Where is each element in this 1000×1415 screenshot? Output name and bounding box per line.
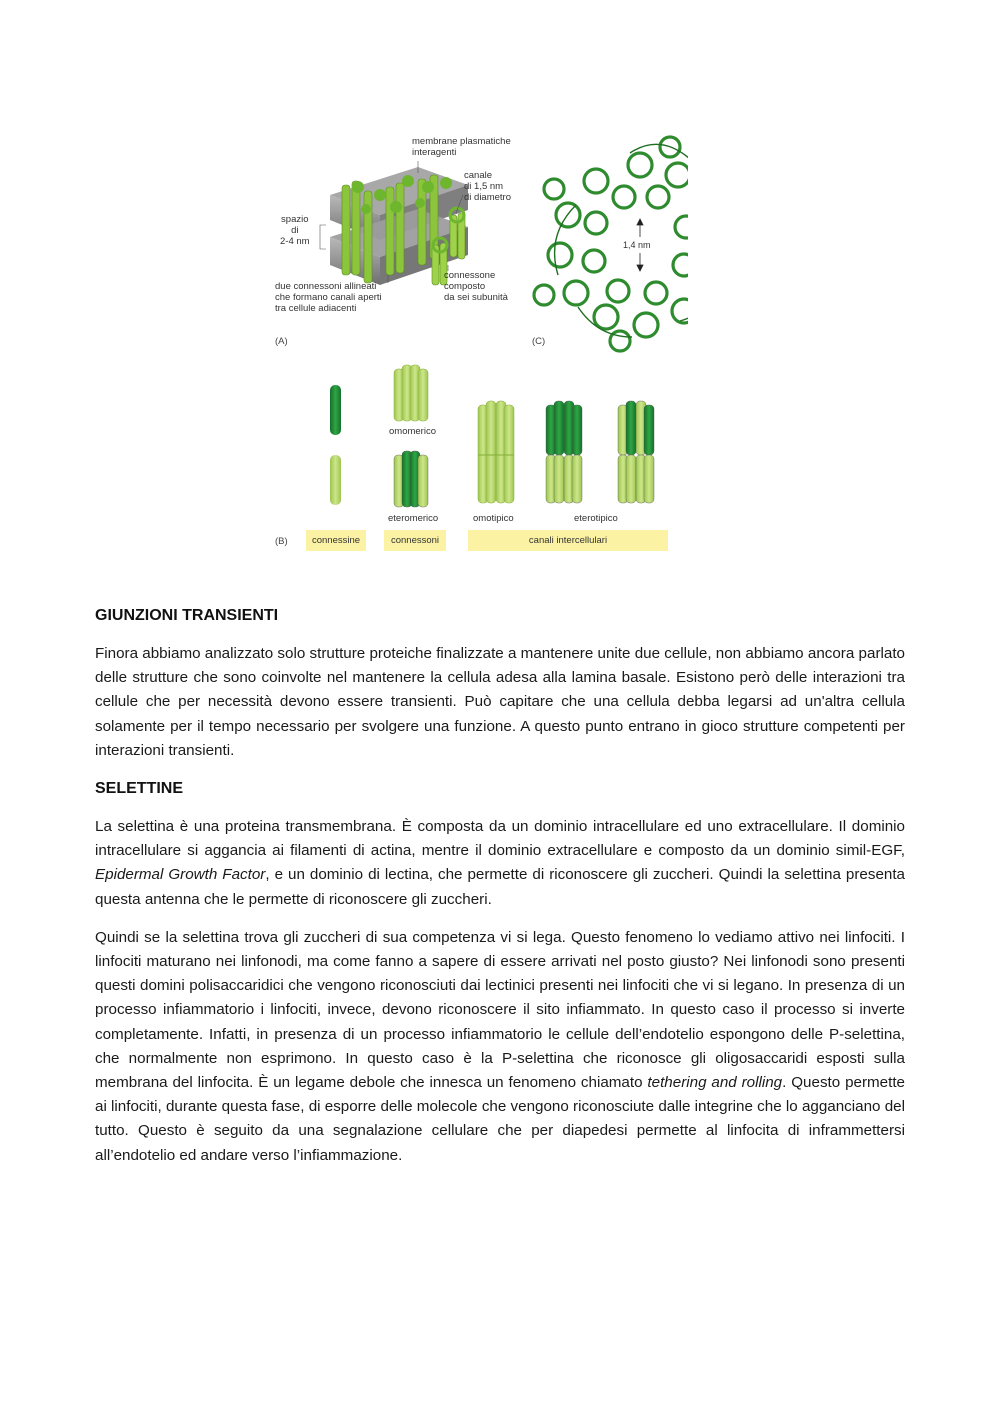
- legend-connexins: connessine: [306, 530, 366, 551]
- paragraph-selectins-2: [95, 926, 905, 1168]
- p2-text-b: . Questo permette ai linfociti, durante questa fase, di esporre delle molecole che vengono riconosciute dalle integrine che lo agganciano del tutto. Questo è seguito da una segnalazione cellulare che per diapedesi permette al linfocita di inframmettersi all’endotelio ed andare verso l’infiammazione.: [95, 1074, 906, 1164]
- label-homotypic: omotipico: [473, 513, 514, 524]
- panel-b-connexins: [330, 365, 654, 507]
- label-aligned-connexons: due connessoni allineati che formano canali aperti tra cellule adiacenti: [275, 281, 382, 314]
- p1-text-a: La selettina è una proteina transmembrana. È composta da un dominio intracellulare ed uno extracellulare. Il dominio intracellulare si aggancia ai filamenti di actina, mentre il dominio extracellulare e composto da un dominio simil-EGF,: [95, 818, 905, 860]
- label-heteromeric: eteromerico: [388, 513, 439, 524]
- label-heterotypic: eterotipico: [574, 513, 618, 524]
- panel-b-tag: (B): [275, 536, 288, 547]
- label-homomeric: omomerico: [389, 426, 436, 437]
- panel-c-tag: (C): [532, 336, 546, 347]
- panel-c-helix-ring: [534, 137, 688, 351]
- label-channel: canale di 1,5 nm di diametro: [464, 170, 511, 203]
- p2-text-a: Quindi se la selettina trova gli zuccheri di sua competenza vi si lega. Questo fenomeno lo vediamo attivo nei linfociti. I linfociti maturano nei linfonodi, ma come fanno a sapere di essere arrivati nel posto giusto? Nei linfonodi sono presenti questi domini polisaccaridici che vengono riconosciuti dai lectinici presenti nei linfociti che vi si legano. In presenza di un processo infiammatorio i linfociti, invece, devono riconoscere il sito infiammato. In questo caso il processo si inverte completamente. Infatti, in presenza di un processo infiammatorio le cellule dell’endotelio espongono delle P-selettina, che normalmente non esprimono. In questo caso è la P-selettina che riconosce gli oligosaccaridi esposti sulla membrana del linfocita. È un legame debole che innesca un fenomeno chiamato: [95, 928, 905, 1092]
- section-transient-junctions: [95, 607, 905, 763]
- heading-selectins: SELETTINE: [95, 780, 184, 797]
- label-connexon: connessone composto da sei subunità: [444, 270, 508, 303]
- label-space: spazio di 2-4 nm: [280, 214, 310, 247]
- legend-intercellular-channels: canali intercellulari: [468, 530, 668, 551]
- p2-italic-tethering: tethering and rolling: [647, 1074, 783, 1092]
- section-selectins: [95, 780, 905, 1168]
- label-pore-diameter: 1,4 nm: [623, 240, 651, 250]
- heading-transient-junctions: GIUNZIONI TRANSIENTI: [95, 607, 279, 624]
- paragraph-selectins-1: [95, 815, 905, 912]
- label-membranes: membrane plasmatiche interagenti: [412, 136, 511, 158]
- p1-text-b: , e un dominio di lectina, che permette di riconoscere gli zuccheri. Quindi la selettina presenta questa antenna che le permette di riconoscere gli zuccheri.: [95, 866, 905, 908]
- panel-a-tag: (A): [275, 336, 288, 347]
- legend-connexons: connessoni: [384, 530, 446, 551]
- panel-a-membranes: [320, 161, 468, 285]
- paragraph-transient-junctions: Finora abbiamo analizzato solo strutture proteiche finalizzate a mantenere unite due cellule, non abbiamo ancora parlato delle strutture che sono coinvolte nel mantenere la cellula adesa alla lamina basale. Esistono però delle interazioni tra cellule che per necessità devono essere transienti. Può capitare che una cellula debba legarsi ad un'altra cellula solamente per il tempo necessario per svolgere una funzione. A questo punto entrano in gioco strutture competenti per interazioni transienti.: [95, 645, 905, 759]
- gap-junction-figure: [268, 125, 688, 555]
- p1-italic-egf: Epidermal Growth Factor: [95, 866, 266, 884]
